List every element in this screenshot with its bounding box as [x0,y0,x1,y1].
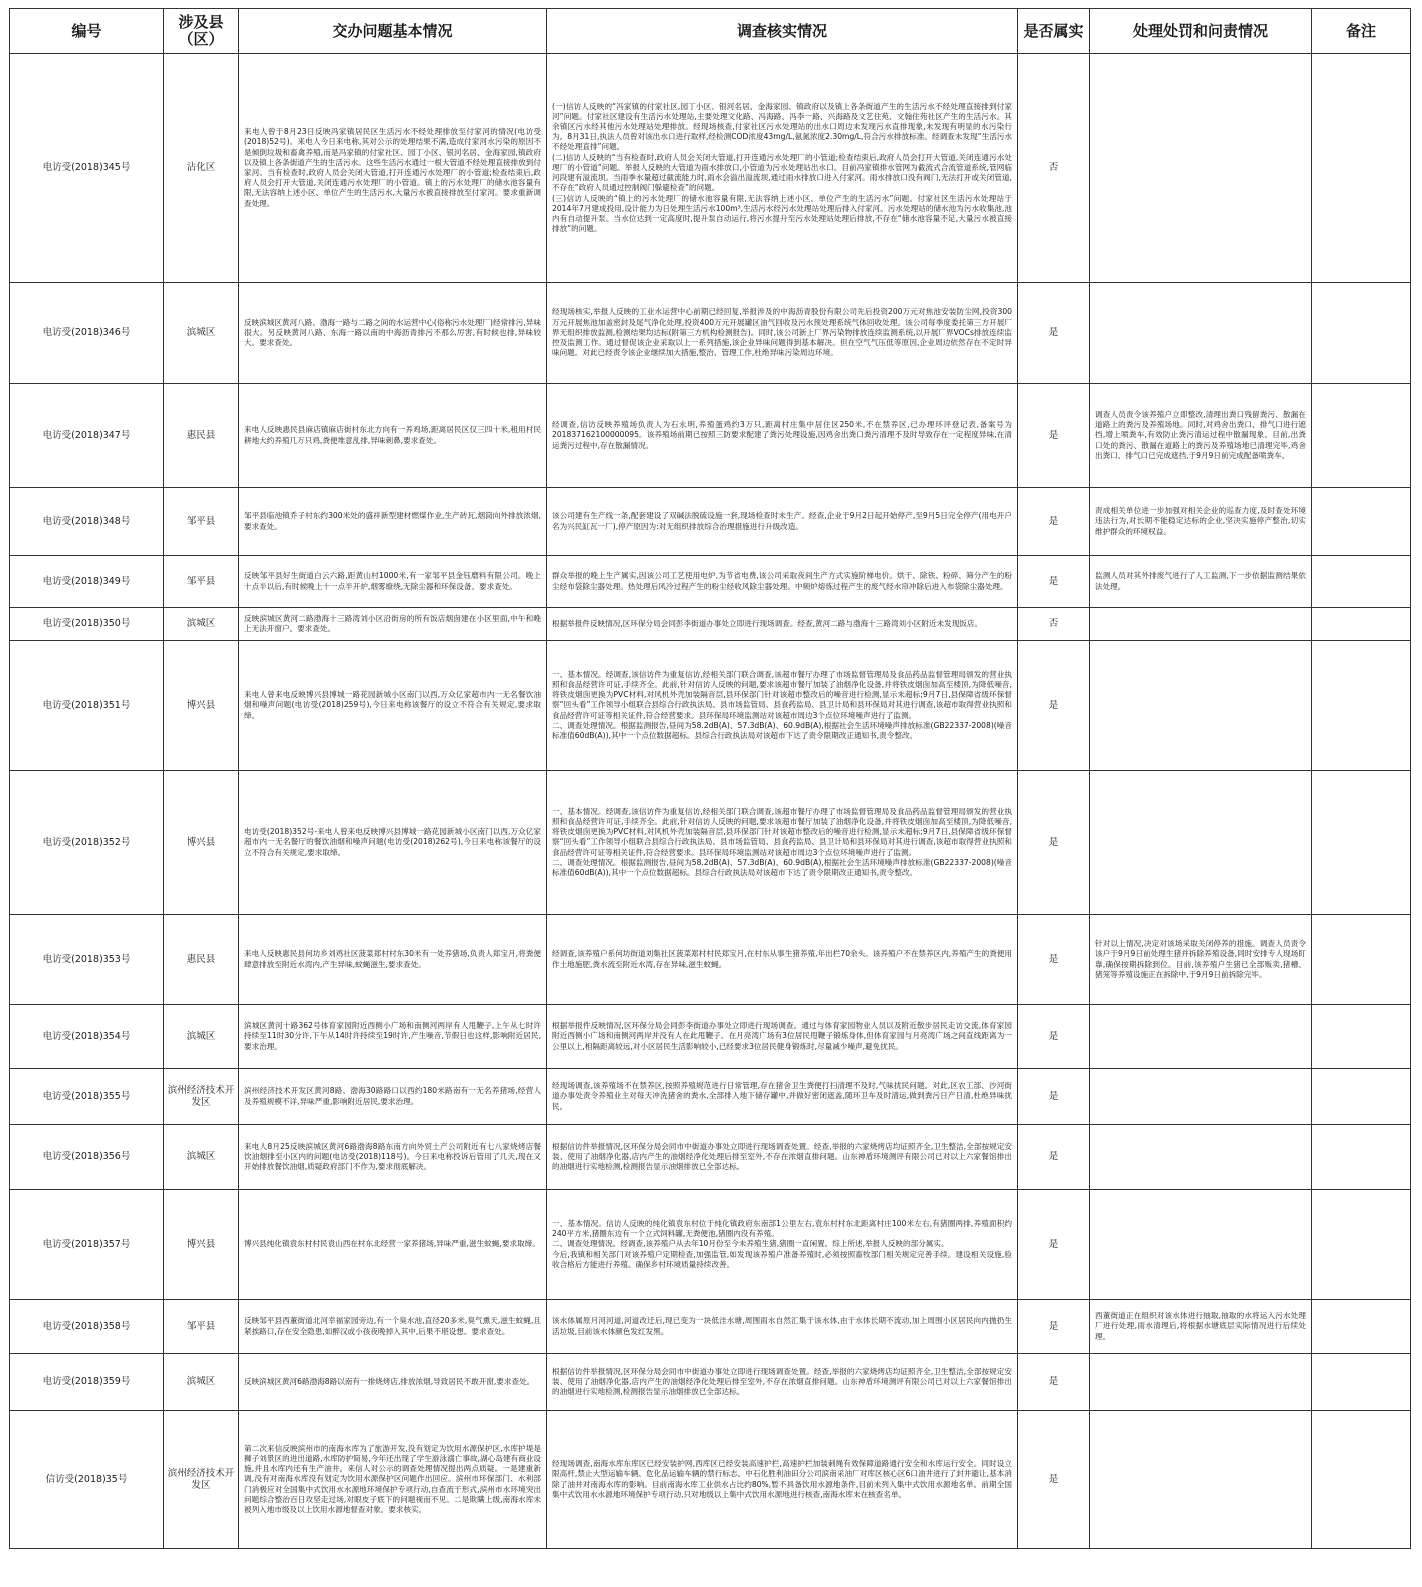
verified-status [1018,1125,1090,1190]
table-row [10,1069,1411,1125]
issue-description-text: 滨州经济技术开发区黄河8路、渤海30路路口以西约180米路南有一无名养猪场,经营人及养殖规模不详,异味严重,影响附近居民,要求治理。 [244,1086,541,1106]
issue-description [239,608,547,641]
county [164,556,239,608]
note [1312,1354,1411,1411]
handling-result-text: 责成相关单位进一步加强对相关企业的巡查力度,及时查处环境违法行为,对长期不能稳定达标的企业,坚决实施停产整治,切实维护群众的环境权益。 [1095,506,1306,536]
verified-status [1018,608,1090,641]
case-id-text: 电访受(2018)353号 [42,953,131,965]
verified-status [1018,915,1090,1005]
case-id-text: 电访受(2018)355号 [42,1090,131,1102]
handling-result [1090,1125,1312,1190]
verified-status-text: 是 [1048,1376,1059,1387]
case-id-text: 电访受(2018)359号 [42,1376,131,1387]
county-text: 惠民县 [186,429,216,441]
header-verified: 是否属实 [1018,9,1090,54]
verified-status [1018,283,1090,384]
county [164,1354,239,1411]
investigation-result-text: 经现场调查,该养殖场不在禁养区,按照养殖规范进行日常管理,存在猪舍卫生粪便打扫清理不及时,气味扰民问题。对此,区农工部、沙河街道办事处责令养殖业主对每天冲洗猪舍的粪水,全部排入地下储存罐中,并做好密闭遮盖,随环卫车及时清运,做到粪污日产日清,杜绝异味扰民。 [552,1081,1012,1111]
investigation-result-text: 一、基本情况。经调查,该信访件为重复信访,经相关部门联合调查,该超市餐厅办理了市场监督管理局及食品药品监督管理局颁发的营业执照和食品经营许可证,手续齐全。此前,针对信访人反映的问题,要求该超市餐厅加装了油烟净化设备,并将铁皮烟囱加高至楼顶,为降低噪音,将铁皮烟囱更换为PVC材料,对风机外壳加装隔音层,县环保部门针对该超市整改后的噪音进行检测,显示未超标;9月7日,县保障省级环保督察“回头看”工作领导小组联合县综合行政执法局、县市场监管局、县食药监局、县卫计局和县环保局对其进行调查,该超市取得营业执照和食品经营许可证等相关证件,符合经营要求。县环保局环境监测站对该超市周边3个点位环境噪声进行了监测。 二、调查处理情况。根据监测报告,昼间为58.2dB(A)、57.3dB(A)、60.9dB(A),根据社会生活环境噪声排放标准(GB22337-2008)(噪音标准值60dB(A)),其中一个点位数据超标。县综合行政执法局对该超市下达了责令限期改正通知书,责令整改。 [552,806,1012,877]
verified-status-text: 否 [1048,162,1059,173]
note [1312,1411,1411,1549]
note [1312,1300,1411,1354]
investigation-result [547,1190,1018,1300]
table-row [10,1300,1411,1354]
note [1312,641,1411,771]
county-text: 博兴县 [186,1238,216,1250]
investigation-result-text: 经调查,该养殖户系何坊街道刘集社区菠菜郑村村民郑宝月,在村东从事生猪养殖,年出栏70余头。该养殖户不在禁养区内,养殖产生的粪便用作土地施肥,粪水流至附近水湾,存在异味,滋生蚊蝇。 [552,949,1012,969]
investigation-result [547,1300,1018,1354]
investigation-result [547,1069,1018,1125]
issue-description-text: 反映滨城区黄河八路、渤海一路与二路之间的水运营中心(俗称污水处理厂)经常排污,异味很大。另反映黄河八路、东海一路以南的中海沥青排污不那么厉害,有时候也排,异味较大。要求查处。 [244,317,541,348]
issue-description [239,488,547,556]
county [164,608,239,641]
complaint-table [9,8,1411,1549]
county-text: 滨城区 [186,618,216,629]
handling-result-text: 针对以上情况,决定对该场采取关闭停养的措施。调查人员责令该户于9月9日前处理生猪并拆除养殖设备,同时安排专人现场盯靠,确保按期拆除到位。目前,该养殖户生猪已全部贩卖,猪槽、猪笼等养殖设施正在拆除中,于9月9日前拆除完毕。 [1095,939,1306,979]
issue-description-text: 反映邹平县西董街道北河幸福家园旁边,有一个臭水池,直径20多米,臭气熏天,滋生蚊蝇,且紧挨路口,存在安全隐患,如醉汉或小孩夜晚掉入其中,后果不堪设想。要求查处。 [244,1316,541,1336]
table-row [10,54,1411,283]
verified-status [1018,641,1090,771]
case-id [10,771,164,915]
case-id [10,384,164,488]
county [164,384,239,488]
case-id-text: 电访受(2018)352号 [42,836,131,848]
handling-result [1090,641,1312,771]
verified-status-text: 是 [1048,327,1059,338]
investigation-result-text: 群众举报的晚上生产属实,因该公司工艺使用电炉,为节省电费,该公司采取夜间生产方式实施阶梯电价。烘干、除铁、粉碎、筛分产生的粉尘经布袋除尘器处理。热处理后风冷过程产生的粉尘经收风除尘器处理。中频炉熔炼过程产生的废气经水帘冲除后进入布袋除尘器处理。 [552,571,1012,591]
issue-description-text: 反映滨城区黄河二路渤海十三路湾刘小区沿街房的所有饭店烟囱建在小区里面,中午和晚上无法开窗户。要求查处。 [244,613,541,633]
handling-result [1090,771,1312,915]
investigation-result-text: 经现场调查,南海水库东库区已经安装护网,西库区已经安装高速护栏,高速护栏加装刺绳有效保障道路通行安全和水库运行安全。同时设立限高杆,禁止大型运输车辆、危化品运输车辆的禁行标志。中石化胜利油田分公司滨南采油厂对库区核心区6口油井进行了封井避让,基本消除了油井对南海水库的影响。目前南海水库工业供水占比约80%,暂不具备饮用水源地条件,目前未列入集中式饮用水源地名单。前期全国集中式饮用水水源地环境保护专项行动,只对地级以上集中式饮用水源地进行核查,南海水库未在核查名单。 [552,1459,1012,1499]
case-id-text: 电访受(2018)356号 [42,1151,131,1162]
case-id-text: 电访受(2018)358号 [42,1320,131,1332]
case-id-text: 信访受(2018)35号 [45,1473,128,1485]
issue-description [239,54,547,283]
issue-description [239,1069,547,1125]
header-row [10,9,1411,54]
header-note: 备注 [1312,9,1411,54]
investigation-result-text: 该公司建有生产线一条,配套建设了双碱法脱硫设施一套,现场检查时未生产。经查,企业于9月2日起开始停产,至9月5日完全停产(用电开户名为兴民缸瓦一厂),停产原因为:对无组织排放综合治理措施进行升级改造。 [552,511,1012,531]
verified-status [1018,488,1090,556]
county [164,488,239,556]
issue-description [239,641,547,771]
county-text: 滨城区 [186,1151,216,1162]
investigation-result [547,1005,1018,1069]
verified-status [1018,54,1090,283]
table-row [10,1354,1411,1411]
handling-result-text: 西董街道正在组织对该水体进行抽取,抽取的水将运入污水处理厂进行处理,雨水清理后,将根据水塘底层实际情况进行后续处理。 [1095,1311,1306,1341]
investigation-result [547,641,1018,771]
case-id [10,1005,164,1069]
verified-status-text: 否 [1048,618,1059,629]
note [1312,771,1411,915]
county-text: 邹平县 [186,515,216,527]
case-id-text: 电访受(2018)350号 [42,618,131,629]
case-id-text: 电访受(2018)357号 [42,1238,131,1250]
verified-status-text: 是 [1048,1320,1059,1332]
handling-result [1090,54,1312,283]
case-id-text: 电访受(2018)351号 [42,699,131,711]
verified-status-text: 是 [1048,1151,1059,1162]
verified-status-text: 是 [1048,699,1059,711]
verified-status-text: 是 [1048,836,1059,848]
verified-status-text: 是 [1048,1030,1059,1042]
table-row [10,915,1411,1005]
note [1312,54,1411,283]
handling-result [1090,1069,1312,1125]
header-issue: 交办问题基本情况 [239,9,547,54]
investigation-result-text: 经现场核实,举报人反映的工业水运营中心前期已经回复,举报涉及的中海沥青股份有限公司先后投资200万元对焦池安装防尘网,投资300万元开展焦池加盖密封及尾气净化处理,投资400万元开展罐区油气回收及污水预处理系统气体回收处理。该公司每季度委托第三方开展厂界无组织排放监测,检测结果均达标(附第三方机构检测报告)。同时,该公司新上厂界污染物排放连续监测系统,以开展厂界VOCs排放连续监控及监测工作。通过督促该企业采取以上一系列措施,该企业异味问题得到基本解决。但在空气气压低等原因,企业周边依然存在不定时异味问题。对此已经责令该企业继续加大措施,整治、管理工作,杜绝异味污染周边环境。 [552,307,1012,358]
county [164,54,239,283]
handling-result [1090,283,1312,384]
handling-result [1090,1354,1312,1411]
table-row [10,384,1411,488]
issue-description [239,556,547,608]
header-id: 编号 [10,9,164,54]
issue-description [239,283,547,384]
handling-result [1090,1005,1312,1069]
county-text: 滨城区 [186,1376,216,1387]
county-text: 博兴县 [186,699,216,711]
handling-result [1090,915,1312,1005]
table-body [10,54,1411,1549]
case-id [10,1411,164,1549]
verified-status [1018,384,1090,488]
case-id [10,1190,164,1300]
issue-description [239,1190,547,1300]
investigation-result [547,1354,1018,1411]
case-id [10,488,164,556]
header-handling: 处理处罚和问责情况 [1090,9,1312,54]
issue-description-text: 反映邹平县好生街道白云六路,距黄山村1000米,有一家邹平县金钰磨料有限公司。晚上十点半以后,有时候晚上十一点半开炉,烟雾缭绕,无除尘器和环保设备。要求查处。 [244,571,541,591]
investigation-result-text: 经调查,信访反映养殖场负责人为石永明,养殖蛋鸡约3万只,距离村庄集中居住区250米,不在禁养区,已办理环评登记表,备案号为201837162100000095。该养殖场前期已按照三防要求配建了粪污处理设施,因鸡舍出粪口粪污清理不及时导致存在一定程度异味,在清运粪污过程中,存在散漏情况。 [552,420,1012,450]
case-id [10,915,164,1005]
verified-status [1018,1005,1090,1069]
verified-status-text: 是 [1048,1473,1059,1485]
verified-status [1018,1354,1090,1411]
investigation-result [547,488,1018,556]
table-row [10,283,1411,384]
verified-status-text: 是 [1048,575,1059,587]
table-row [10,488,1411,556]
handling-result [1090,488,1312,556]
verified-status [1018,1069,1090,1125]
table-row [10,1411,1411,1549]
handling-result [1090,1190,1312,1300]
investigation-result-text: 一、基本情况。经调查,该信访件为重复信访,经相关部门联合调查,该超市餐厅办理了市场监督管理局及食品药品监督管理局颁发的营业执照和食品经营许可证,手续齐全。此前,针对信访人反映的问题,要求该超市餐厅加装了油烟净化设备,并将铁皮烟囱加高至楼顶,为降低噪音,将铁皮烟囱更换为PVC材料,对风机外壳加装隔音层,县环保部门针对该超市整改后的噪音进行检测,显示未超标;9月7日,县保障省级环保督察“回头看”工作领导小组联合县综合行政执法局、县市场监管局、县食药监局、县卫计局和县环保局对其进行调查,该超市取得营业执照和食品经营许可证等相关证件,符合经营要求。县环保局环境监测站对该超市周边3个点位环境噪声进行了监测。 二、调查处理情况。根据监测报告,昼间为58.2dB(A)、57.3dB(A)、60.9dB(A),根据社会生活环境噪声排放标准(GB22337-2008)(噪音标准值60dB(A)),其中一个点位数据超标。县综合行政执法局对该超市下达了责令限期改正通知书,责令整改。 [552,669,1012,740]
issue-description-text: 来电人曾来电反映博兴县博城一路花园新城小区南门以西,万众亿家超市内一无名餐饮油烟和噪声问题(电访受(2018)259号),今日来电称该餐厅的设立不符合有关规定,要求取缔。 [244,690,541,720]
county [164,1300,239,1354]
county-text: 惠民县 [186,953,216,965]
case-id [10,608,164,641]
table-row [10,1190,1411,1300]
handling-result [1090,384,1312,488]
table-row [10,771,1411,915]
case-id [10,54,164,283]
note [1312,1125,1411,1190]
issue-description [239,1125,547,1190]
verified-status-text: 是 [1048,1238,1059,1250]
issue-description [239,771,547,915]
verified-status [1018,1300,1090,1354]
note [1312,488,1411,556]
verified-status-text: 是 [1048,429,1059,441]
investigation-result-text: (一)信访人反映的“冯家镇的付家社区,园丁小区、银河名居、金海家园、镇政府以及镇上各条街道产生的生活污水不经处理直接排到付家河”问题。付家社区建设有生活污水处理站,主要处理文化路、冯海路、冯李一路、兴海路及文艺住苑、文翰住苑社区产生的生活污水。其余镇区污水经其他污水处理站处理排放。经现场核查,付家社区污水处理站的出水口周边未发现污水直排现象,未发现有明显的水污染行为。8月31日,执法人员曾对该出水口进行取样,经检测COD浓度43mg/L,氨氮浓度2.30mg/L,符合污水排放标准。经调查未发现“生活污水不经处理直排”问题。 (二)信访人反映的“当有检查时,政府人员会关闭大管道,打开连通污水处理厂的小管道;检查结束后,政府人员会打开大管道,关闭连通污水处理厂的小管道”问题。举报人反映的大管道为雨水排放口,小管道为污水处理站出水口。目前冯家镇排水管网为截流式合流管道系统,管网临河段建有溢流坝。当雨季水量超过截流能力时,雨水会溢出溢流坝,通过雨水排放口进入付家河。雨水排放口没有阀门,无法打开或关闭管道,不存在“政府人员通过控制阀门躲避检查”的问题。 (三)信访人反映的“镇上的污水处理厂的储水池容量有限,无法容纳上述小区、单位产生的生活污水”问题。付家社区生活污水处理站于2014年7月建成投用,设计能力为日处理生活污水100m³,生活污水经污水处理站处理后排入付家河。污水处理站的储水池为污水收集池,池内有自动提升泵。当水位达到一定高度时,提升泵自动运行,将污水提升至污水处理站处理后排放,不存在“储水池容量不足,大量污水被直接排放”的问题。 [552,101,1012,234]
investigation-result [547,1411,1018,1549]
case-id [10,283,164,384]
verified-status [1018,1190,1090,1300]
table-row [10,1125,1411,1190]
issue-description-text: 第二次来信反映滨州市的南海水库为了旅游开发,没有划定为饮用水源保护区,水库护堤是狮子刘景区的进出道路,水库防护简易,今年还出现了学生游泳溺亡事故,湖心岛建有商业设施,并且水库内还有生产油井。来信人对公示的调查处理情况提出两点质疑。一是建重新调,没有对南海水库没有划定为饮用水源保护区问题作出回应。滨州市环保部门、水利部门消极应对全国集中式饮用水水源地环境保护专项行动,自查流于形式,滨州市水环境突出问题综合整治百日攻坚走过场,对眼皮子底下的问题视而不见。二是欺瞒上级,南海水库未被列入地市级及以上饮用水源地督查对象。要求核实。 [244,1443,541,1514]
verified-status [1018,556,1090,608]
county [164,1005,239,1069]
county [164,1411,239,1549]
investigation-result-text: 根据举报件反映情况,区环保分局会同彭李街道办事处立即进行现场调查。通过与体育家园物业人员以及附近散步居民走访交流,体育家园附近西侧小广场和南侧河两岸并没有人在此甩鞭子。在月亮湾广场有3位居民甩鞭子锻炼身体,但体育家园与月亮湾广场之间直线距离为一公里以上,相隔距离较远,对小区居民生活影响较小,已经要求3位居民健身锻炼时,尽量减少噪声,避免扰民。 [552,1021,1012,1051]
issue-description-text: 电访受(2018)352号-来电人曾来电反映博兴县博城一路花园新城小区南门以西,万众亿家超市内一无名餐厅的餐饮油烟和噪声问题(电访受(2018)262号),今日来电称该餐厅的设立不符合有关规定,要求取缔。 [244,827,541,857]
investigation-result-text: 根据信访件举报情况,区环保分局会同市中街道办事处立即进行现场调查处置。经查,举报的六家烧烤店均证照齐全,卫生整洁,全部按规定安装、使用了油烟净化器,店内产生的油烟经净化处理后排至室外,不存在浓烟直排问题。山东神盾环境测评有限公司已对以上六家餐馆排出的油烟进行实地检测,检测报告显示油烟排放已全部达标。 [552,1141,1012,1172]
investigation-result-text: 根据信访件举报情况,区环保分局会同市中街道办事处立即进行现场调查处置。经查,举报的六家烧烤店均证照齐全,卫生整洁,全部按规定安装、使用了油烟净化器,店内产生的油烟经净化处理后排至室外,不存在浓烟直排问题。山东神盾环境测评有限公司已对以上六家餐馆排出的油烟进行实地检测,检测报告显示油烟排放已全部达标。 [552,1366,1012,1397]
issue-description [239,1354,547,1411]
county-text: 滨城区 [186,1030,216,1042]
handling-result-text: 调查人员责令该养殖户立即整改,清理出粪口残留粪污、散漏在道路上的粪污及养殖场地。同时,对鸡舍出粪口、排气口进行遮挡,增上喷粪车,有效防止粪污清运过程中散漏现象。目前,出粪口处的粪污、散漏在道路上的粪污及养殖场地已清理完毕,鸡舍出粪口、排气口已完成遮挡,于9月9日前完成配备喷粪车。 [1095,409,1306,460]
handling-result [1090,1411,1312,1549]
issue-description [239,1300,547,1354]
county [164,915,239,1005]
case-id-text: 电访受(2018)348号 [42,515,131,527]
issue-description [239,384,547,488]
investigation-result [547,915,1018,1005]
verified-status-text: 是 [1048,1090,1059,1102]
county-text: 沾化区 [186,162,216,173]
issue-description-text: 博兴县纯化镇袁东村村民袁山西在村东北经营一家养猪场,异味严重,滋生蚊蝇,要求取缔。 [244,1239,540,1249]
issue-description-text: 滨城区黄河十路362号体育家园附近西侧小广场和南侧河两岸有人甩鞭子,上午从七时许持续至11时30分许,下午从14时许持续至19时许,产生噪音,节假日也这样,影响附近居民,要求治理。 [244,1021,541,1051]
case-id-text: 电访受(2018)349号 [42,575,131,587]
handling-result [1090,1300,1312,1354]
note [1312,384,1411,488]
investigation-result-text: 该水体属原月河河道,河道改迁后,现已变为一块低洼水塘,周围雨水自然汇集于该水体,由于水体长期不流动,加上周围小区居民向内抛扔生活垃圾,目前该水体颜色发红发黑。 [552,1316,1012,1336]
note [1312,283,1411,384]
investigation-result [547,283,1018,384]
verified-status-text: 是 [1048,515,1059,527]
case-id-text: 电访受(2018)346号 [42,327,131,338]
note [1312,556,1411,608]
county-text: 滨城区 [186,327,216,338]
handling-result [1090,608,1312,641]
issue-description [239,1005,547,1069]
verified-status [1018,1411,1090,1549]
table-row [10,608,1411,641]
case-id-text: 电访受(2018)345号 [42,162,131,173]
table-row [10,641,1411,771]
note [1312,608,1411,641]
verified-status [1018,771,1090,915]
investigation-result [547,1125,1018,1190]
note [1312,1190,1411,1300]
note [1312,1005,1411,1069]
header-investigation: 调查核实情况 [547,9,1018,54]
case-id [10,1300,164,1354]
investigation-result [547,608,1018,641]
county-text: 滨州经济技术开发区 [167,1084,235,1108]
issue-description-text: 来电人曾于8月23日反映冯家镇居民区生活污水不经处理排放至付家河的情况(电访受(2018)52号)。来电人今日来电称,其对公示的处理结果不满,造成付家河水污染的原因不是倾倒垃圾和畜禽养殖,而是冯家镇的付家社区、园丁小区、银河名居、金海家园,镇政府以及镇上各条街道产生的生活污水。这些生活污水通过一根大管道不经处理直接排放到付家河。当有检查时,政府人员会关闭大管道,打开连通污水处理厂的小管道;检查结束后,政府人员会打开大管道,关闭连通污水处理厂的小管道。镇上的污水处理厂的储水池容量有限,无法容纳上述小区、单位产生的生活污水,大量污水被直接排放至付家河。要求重新调查处理。 [244,127,541,208]
note [1312,1069,1411,1125]
investigation-result [547,771,1018,915]
issue-description-text: 反映滨城区黄河6路渤海8路以南有一排烧烤店,排放浓烟,导致居民不敢开窗,要求查处。 [244,1376,535,1386]
investigation-result [547,556,1018,608]
county [164,1125,239,1190]
county [164,1190,239,1300]
note [1312,915,1411,1005]
investigation-result [547,54,1018,283]
header-county: 涉及县（区） [164,9,239,54]
county [164,771,239,915]
issue-description-text: 来电人8月25反映滨城区黄河6路渤海8路东南方向外贸土产公司附近有七八家烧烤店餐饮油烟排至小区内的问题(电访受(2018)118号)。今日来电称投诉后管用了几天,现在又开始排放餐饮油烟,质疑政府部门不作为,要求彻底解决。 [244,1141,541,1172]
issue-description-text: 邹平县临池镇乔子村东约300米处的盛祥新型建材燃煤作业,生产砖瓦,烟筒向外排放浓烟,要求查处。 [244,511,541,531]
issue-description-text: 来电人反映惠民县麻店镇麻店街村东北方向有一养鸡场,距离居民区仅三四十米,租用村民耕地大约养殖几万只鸡,粪便堆意乱排,异味刺鼻,要求查处。 [244,425,541,445]
case-id [10,1069,164,1125]
case-id [10,1354,164,1411]
county [164,283,239,384]
case-id-text: 电访受(2018)354号 [42,1030,131,1042]
investigation-result-text: 根据举报件反映情况,区环保分局会同彭李街道办事处立即进行现场调查。经查,黄河二路与渤海十三路湾刘小区附近未发现饭店。 [552,618,983,628]
verified-status-text: 是 [1048,953,1059,965]
county [164,641,239,771]
issue-description [239,915,547,1005]
county-text: 邹平县 [186,1320,216,1332]
county-text: 滨州经济技术开发区 [167,1467,235,1491]
handling-result-text: 监测人员对其外排废气进行了人工监测,下一步依据监测结果依法处理。 [1095,571,1306,591]
case-id [10,556,164,608]
handling-result [1090,556,1312,608]
county-text: 博兴县 [186,836,216,848]
investigation-result [547,384,1018,488]
county-text: 邹平县 [186,575,216,587]
county [164,1069,239,1125]
issue-description [239,1411,547,1549]
table-row [10,556,1411,608]
investigation-result-text: 一、基本情况。信访人反映的纯化镇袁东村位于纯化镇政府东南部1公里左右,袁东村村东北距离村庄100米左右,有猪圈两排,养殖面积约240平方米,猪圈东边有一个立式饲料罐,无粪便池,猪圈内没有养殖。 二、调查处理情况。经调查,该养殖户从去年10月份至今未养殖生猪,猪圈一直闲置。综上所述,举报人反映的部分属实。 今后,我镇和相关部门对该养殖户定期检查,加强监管,如发现该养殖户准备养殖时,必须按照畜牧部门相关规定完善手续。建设相关设施,验收合格后方能进行养殖。确保乡村环境质量持续改善。 [552,1218,1012,1269]
table-row [10,1005,1411,1069]
case-id [10,641,164,771]
case-id [10,1125,164,1190]
issue-description-text: 来电人反映惠民县何坊乡刘鸡社区菠菜郑村村东30米有一处养猪场,负责人郑宝月,将粪便肆意排放至附近水湾内,产生异味,蚊蝇滋生,要求查处。 [244,949,541,969]
case-id-text: 电访受(2018)347号 [42,429,131,441]
